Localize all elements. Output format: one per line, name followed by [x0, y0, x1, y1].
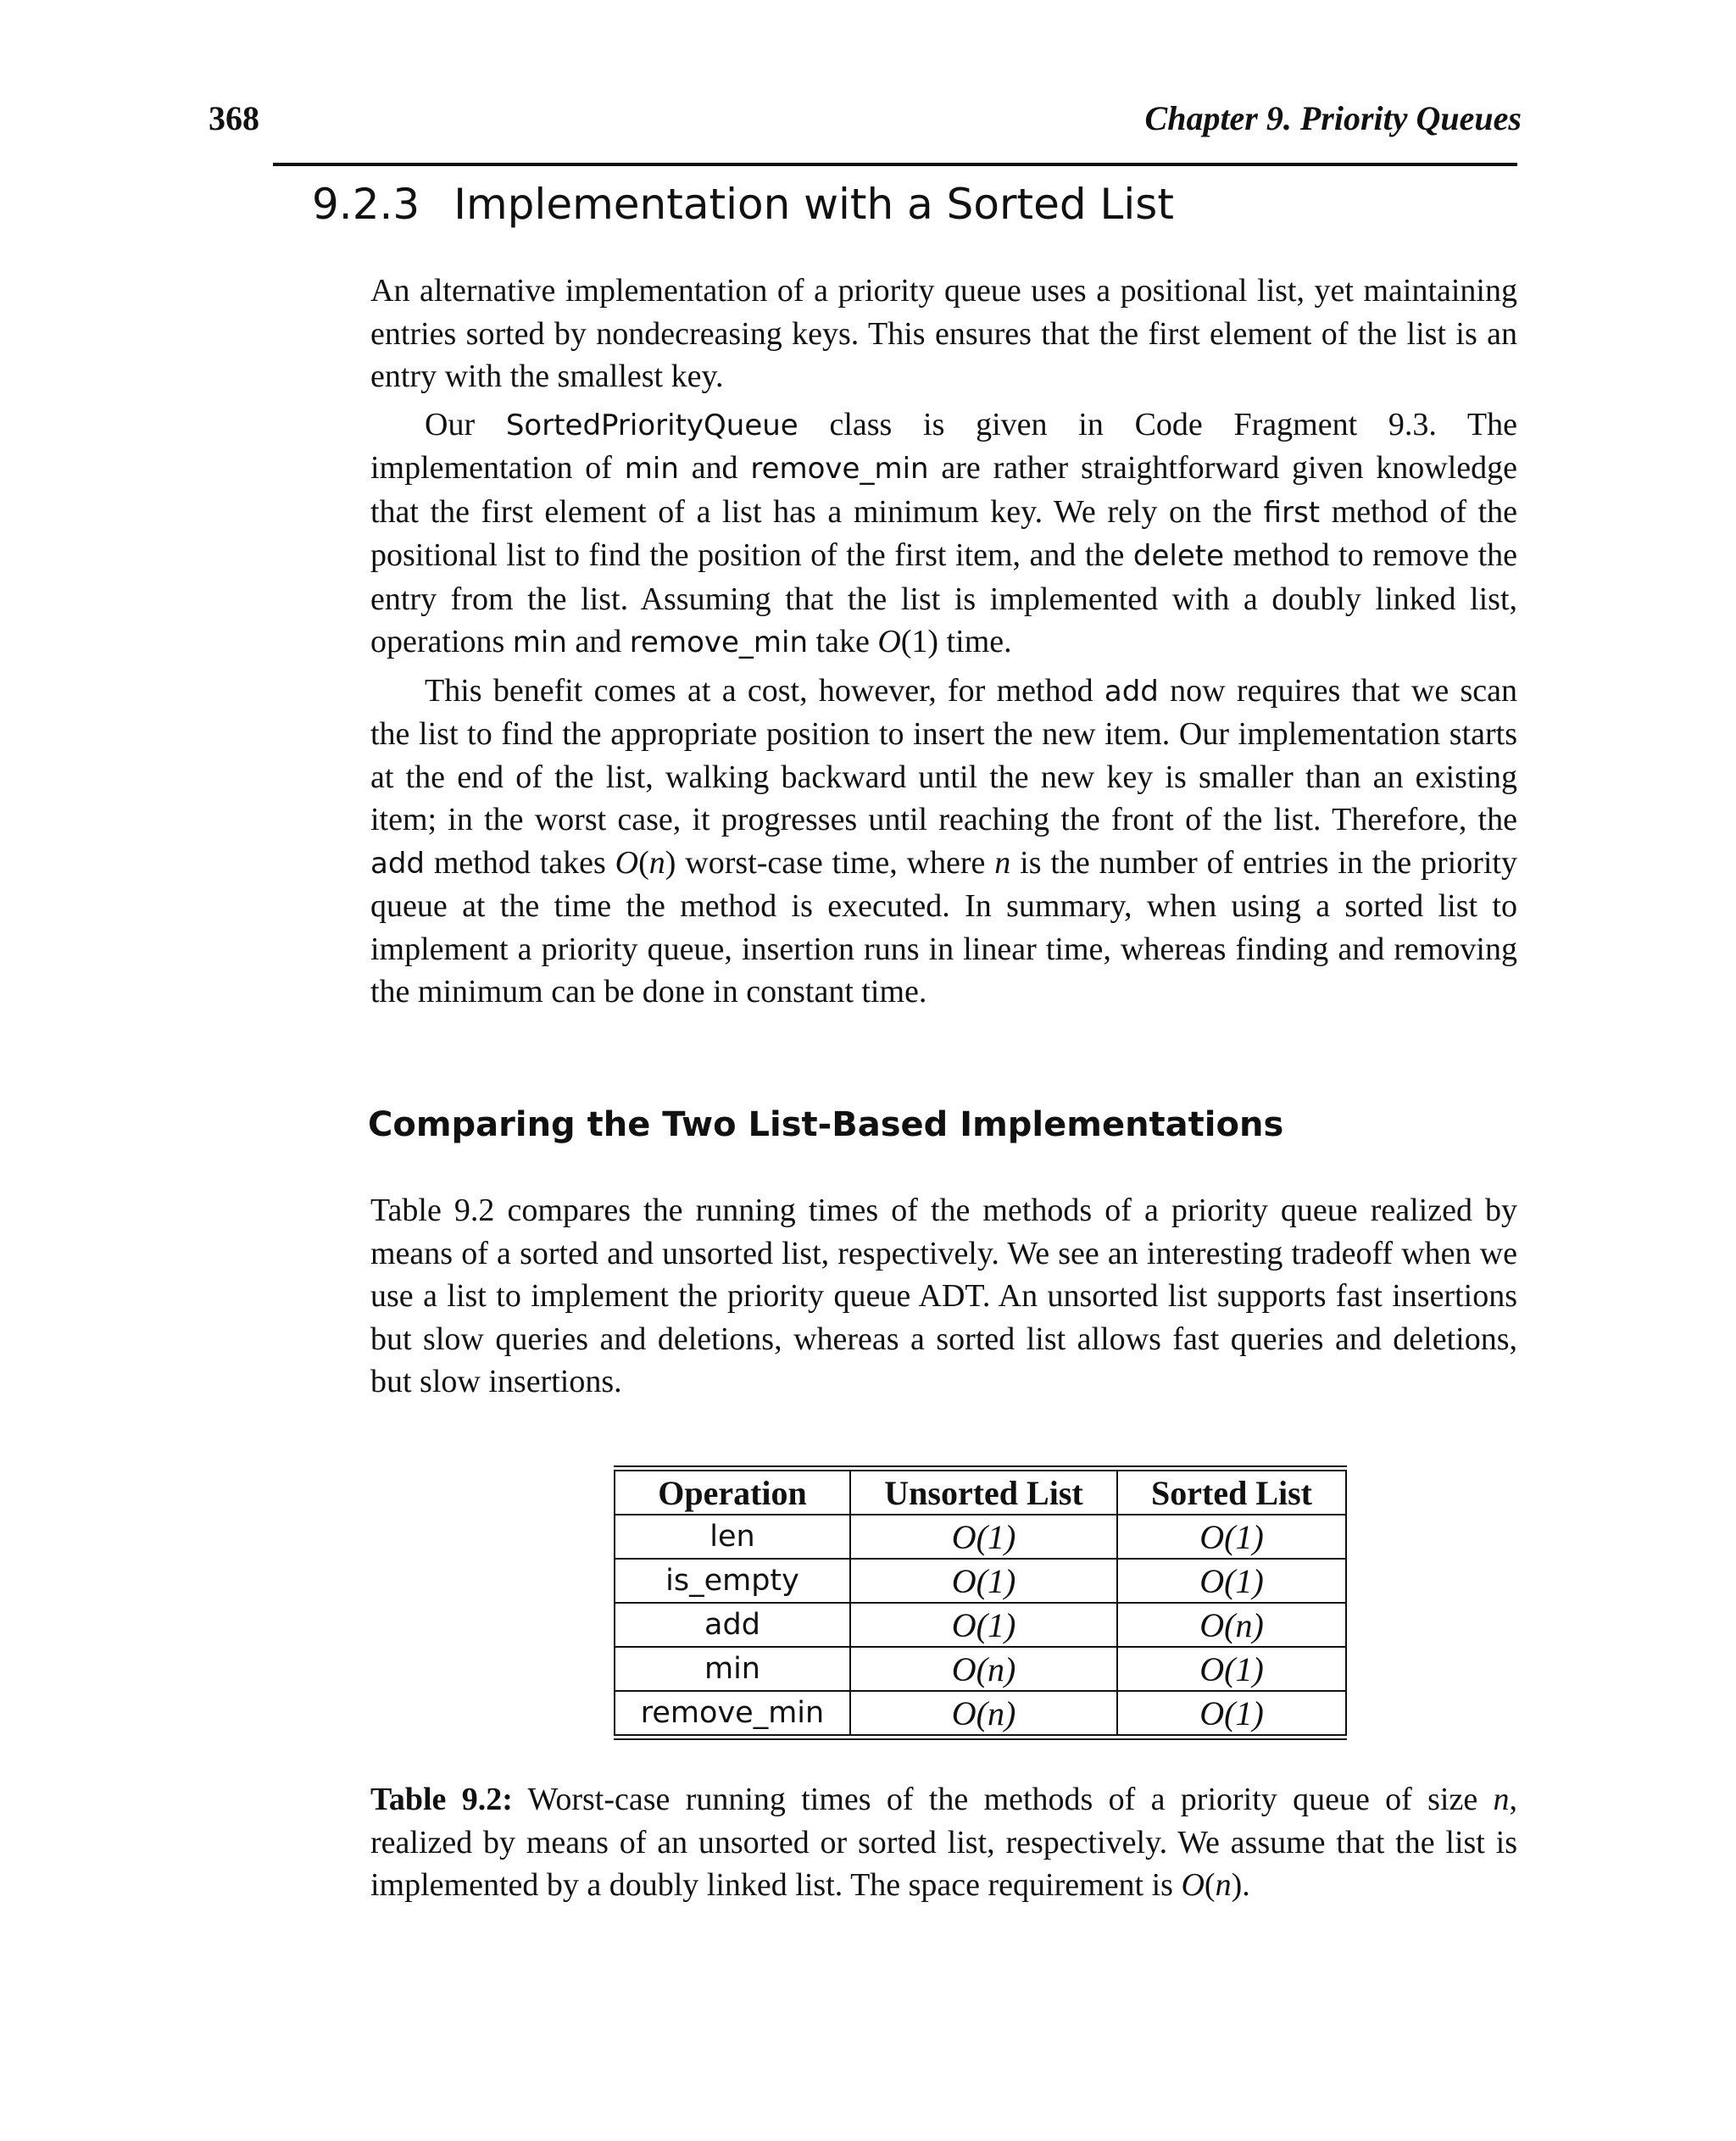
text-run: , realized by means of an unsorted or sorted list, respectively. We assume that the list is implemented by a doubly linked list. The space requirement is: [370, 1782, 1517, 1903]
complexity-table-container: [614, 1465, 1347, 1740]
text-run: worst-case time, where: [676, 844, 995, 881]
operation-cell: min: [615, 1647, 850, 1691]
text-run: are rather straightforward given knowledge that the first element of a list has a minimum key. We rely on the: [370, 450, 1517, 530]
text-run: method of the positional list to find the position of the first item, and the: [370, 493, 1517, 573]
table-header-row: [615, 1469, 1346, 1515]
code-min: min: [624, 452, 679, 486]
math-paren-close: ): [665, 844, 676, 881]
running-chapter-title: Chapter 9. Priority Queues: [1144, 99, 1522, 137]
code-delete: delete: [1132, 539, 1224, 573]
math-n: n: [1493, 1782, 1510, 1817]
text-run: .: [1242, 1867, 1250, 1903]
math-paren-close: ): [1231, 1867, 1243, 1903]
table-row: [615, 1691, 1346, 1738]
section-heading: [312, 180, 1174, 229]
unsorted-complexity-cell: O(1): [850, 1559, 1117, 1603]
text-run: and: [566, 624, 630, 659]
unsorted-complexity-cell: O(n): [850, 1691, 1117, 1738]
math-big-o-argument: (1): [900, 624, 939, 659]
column-header-unsorted-list: Unsorted List: [850, 1469, 1117, 1515]
column-header-sorted-list: Sorted List: [1117, 1469, 1346, 1515]
math-big-o: O: [1181, 1867, 1205, 1903]
sorted-complexity-cell: O(1): [1117, 1647, 1346, 1691]
complexity-table: [614, 1465, 1347, 1740]
operation-cell: remove_min: [615, 1691, 850, 1738]
caption-label: Table 9.2:: [370, 1782, 513, 1817]
code-min: min: [512, 626, 567, 659]
subsection-body: [370, 1189, 1517, 1409]
operation-cell: is_empty: [615, 1559, 850, 1603]
math-paren-open: (: [1204, 1867, 1216, 1903]
code-remove-min: remove_min: [750, 452, 929, 486]
column-header-operation: Operation: [615, 1469, 850, 1515]
paragraph-add-cost: [370, 670, 1517, 1014]
text-run: method takes: [425, 844, 615, 881]
text-run: and: [678, 450, 751, 486]
page-number: 368: [209, 99, 259, 137]
text-run: time.: [938, 624, 1012, 659]
table-row: [615, 1515, 1346, 1559]
code-first: first: [1263, 495, 1321, 530]
code-add: add: [1104, 674, 1159, 709]
table-row: [615, 1559, 1346, 1603]
section-number: 9.2.3: [312, 180, 420, 229]
subsection-heading: Comparing the Two List-Based Implementations: [368, 1105, 1284, 1144]
header-rule: [273, 163, 1517, 166]
text-run: take: [808, 624, 878, 659]
code-remove-min: remove_min: [629, 626, 809, 659]
text-run: This benefit comes at a cost, however, for method: [425, 672, 1104, 709]
math-big-o-argument: n: [1215, 1867, 1232, 1903]
table-caption: [370, 1778, 1517, 1907]
operation-cell: len: [615, 1515, 850, 1559]
sorted-complexity-cell: O(1): [1117, 1515, 1346, 1559]
unsorted-complexity-cell: O(n): [850, 1647, 1117, 1691]
section-title: Implementation with a Sorted List: [453, 180, 1174, 229]
math-big-o: O: [615, 844, 639, 881]
table-row: [615, 1603, 1346, 1647]
sorted-complexity-cell: O(1): [1117, 1691, 1346, 1738]
unsorted-complexity-cell: O(1): [850, 1603, 1117, 1647]
text-run: class is given in Code Fragment 9.3. The implementation of: [370, 406, 1517, 486]
text-run: method to remove the entry from the list. Assuming that the list is implemented with a doubly linked list, operations: [370, 537, 1517, 659]
text-run: Worst-case running times of the methods of a priority queue of size: [512, 1782, 1494, 1817]
math-paren-open: (: [638, 844, 649, 881]
unsorted-complexity-cell: O(1): [850, 1515, 1117, 1559]
sorted-complexity-cell: O(1): [1117, 1559, 1346, 1603]
text-run: Our: [425, 406, 506, 442]
paragraph-intro: An alternative implementation of a priority queue uses a positional list, yet maintaining entries sorted by nondecreasing keys. This ensures that the first element of the list is an entry with the smallest key.: [370, 273, 1517, 394]
code-add: add: [370, 846, 425, 881]
paragraph-comparison: Table 9.2 compares the running times of the methods of a priority queue realized by means of a sorted and unsorted list, respectively. We see an interesting tradeoff when we use a list to implement the priority queue ADT. An unsorted list supports fast insertions but slow queries and deletions, whereas a sorted list allows fast queries and deletions, but slow insertions.: [370, 1193, 1517, 1399]
section-body: [370, 270, 1517, 1019]
table-row: [615, 1647, 1346, 1691]
operation-cell: add: [615, 1603, 850, 1647]
math-n: n: [994, 844, 1011, 881]
sorted-complexity-cell: O(n): [1117, 1603, 1346, 1647]
text-run: is the number of entries in the priority queue at the time the method is executed. In summary, when using a sorted list to implement a priority queue, insertion runs in linear time, whereas finding and removing the minimum can be done in constant time.: [370, 844, 1517, 1009]
paragraph-sorted-queue-class: [370, 403, 1517, 665]
code-sortedpriorityqueue: SortedPriorityQueue: [505, 408, 798, 442]
math-big-o: O: [877, 624, 901, 659]
math-big-o-argument: n: [648, 844, 665, 881]
text-run: now requires that we scan the list to find the appropriate position to insert the new item. Our implementation starts at the end of the list, walking backward until the new key is smaller than an existing item; in the worst case, it progresses until reaching the front of the list. Therefore, the: [370, 672, 1517, 837]
